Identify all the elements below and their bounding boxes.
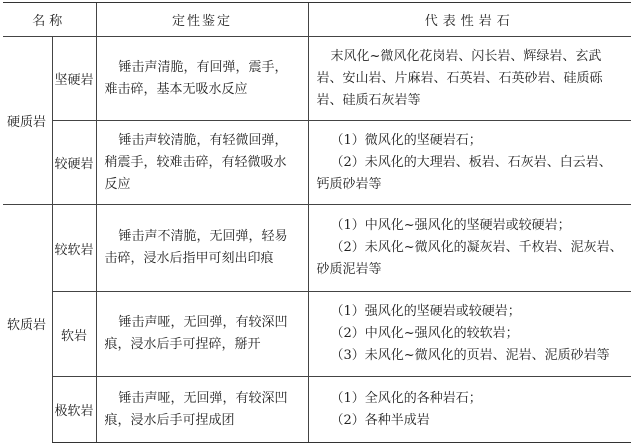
desc-line: 痕，浸水后手可捏成团 — [104, 412, 235, 428]
subcategory-cell: 软岩 — [52, 292, 96, 377]
table-row — [3, 205, 631, 292]
rock-line: （2）未风化的大理岩、板岩、石灰岩、白云岩、 — [330, 154, 612, 170]
rock-line: （1）中风化~强风化的坚硬岩或较硬岩； — [330, 218, 571, 233]
desc-line: 锤击声哑，无回弹，有较深凹 — [118, 315, 288, 330]
rock-line: （1）全风化的各种岩石； — [330, 390, 482, 406]
representative-rocks — [308, 292, 631, 377]
qualitative-description — [96, 37, 308, 121]
rock-line: 岩、安山岩、片麻岩、石英岩、石英砂岩、硅质砾 — [316, 70, 603, 86]
representative-rocks — [308, 205, 631, 292]
desc-line: 锤击声不清脆，无回弹，轻易 — [118, 229, 288, 244]
header-qualitative: 定性鉴定 — [96, 3, 308, 37]
qualitative-description — [96, 121, 308, 205]
representative-rocks — [308, 37, 631, 121]
representative-rocks — [308, 121, 631, 205]
rock-line: 末风化~微风化花岗岩、闪长岩、辉绿岩、玄武 — [330, 48, 602, 64]
desc-line: 难击碎，基本无吸水反应 — [104, 81, 248, 97]
subcategory-cell: 较硬岩 — [52, 121, 96, 205]
table-row — [3, 377, 631, 443]
rock-line: 岩、硅质石灰岩等 — [316, 92, 421, 108]
subcategory-cell: 较软岩 — [52, 205, 96, 292]
category-soft-rock: 软质岩 — [3, 205, 52, 443]
category-hard-rock: 硬质岩 — [7, 115, 47, 130]
desc-line: 痕，浸水后手可捏碎，掰开 — [104, 337, 261, 352]
rock-line: （1）强风化的坚硬岩或较硬岩； — [330, 304, 521, 319]
rock-hardness-table — [3, 2, 631, 443]
rock-line: （2）各种半成岩 — [330, 412, 430, 428]
qualitative-description — [96, 377, 308, 443]
qualitative-description — [96, 205, 308, 292]
rock-line: 钙质砂岩等 — [316, 176, 382, 192]
table-row — [3, 37, 631, 121]
table-header-row — [3, 3, 631, 37]
desc-line: 反应 — [104, 176, 131, 192]
desc-line: 击碎，浸水后指甲可刻出印痕 — [104, 251, 274, 266]
rock-line: （2）中风化~强风化的较软岩； — [330, 326, 519, 341]
representative-rocks — [308, 377, 631, 443]
desc-line: 锤击声哑，无回弹，有较深凹 — [118, 390, 288, 406]
subcategory-cell: 坚硬岩 — [52, 37, 96, 121]
header-name: 名称 — [3, 3, 96, 37]
rock-classification-page — [3, 2, 631, 443]
header-representative: 代表性岩石 — [308, 3, 631, 37]
desc-line: 锤击声清脆，有回弹，震手， — [118, 59, 288, 75]
desc-line: 稍震手，较难击碎，有轻微吸水 — [104, 154, 287, 170]
table-row — [3, 121, 631, 205]
subcategory-cell: 极软岩 — [52, 377, 96, 443]
table-row — [3, 292, 631, 377]
rock-line: （2）未风化~微风化的凝灰岩、千枚岩、泥灰岩、 — [330, 240, 623, 255]
desc-line: 锤击声较清脆，有轻微回弹， — [118, 132, 288, 148]
rock-line: （1）微风化的坚硬岩石； — [330, 132, 482, 148]
qualitative-description — [96, 292, 308, 377]
rock-line: 砂质泥岩等 — [316, 262, 382, 277]
rock-line: （3）未风化~微风化的页岩、泥岩、泥质砂岩等 — [330, 348, 610, 363]
